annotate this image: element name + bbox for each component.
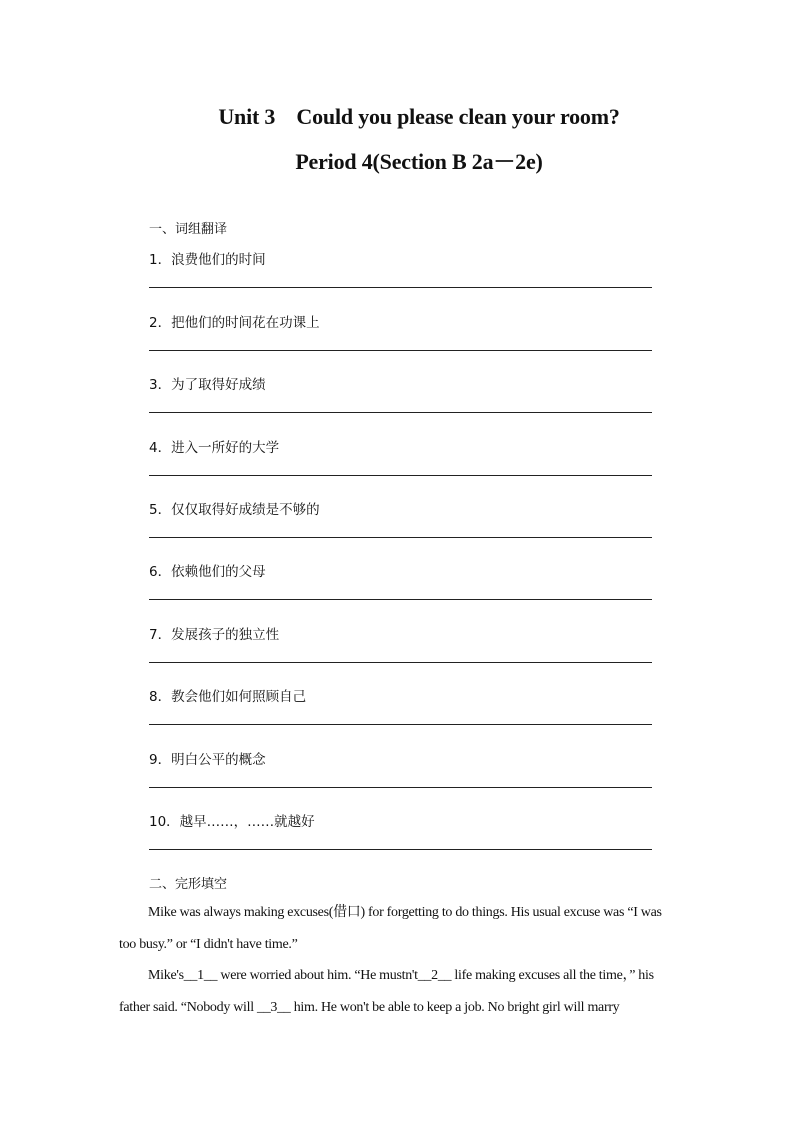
- translation-item-label: 3．为了取得好成绩: [149, 377, 266, 393]
- translation-item-label: 5．仅仅取得好成绩是不够的: [149, 502, 320, 518]
- cloze-paragraph-1: Mike was always making excuses(借口) for forgetting to do things. His usual excuse was “I was too busy.” or “I didn't have time.”: [119, 905, 662, 952]
- translation-item-label: 6．依赖他们的父母: [149, 564, 266, 580]
- translation-item: [149, 560, 652, 622]
- translation-item: [149, 311, 652, 373]
- translation-item-label: 9．明白公平的概念: [149, 752, 266, 768]
- translation-item: [149, 748, 652, 810]
- answer-line[interactable]: [149, 724, 652, 725]
- answer-line[interactable]: [149, 287, 652, 288]
- translation-item-label: 1．浪费他们的时间: [149, 252, 266, 268]
- translation-item: [149, 498, 652, 560]
- translation-item: [149, 436, 652, 498]
- translation-item: [149, 623, 652, 685]
- section-heading-cloze: 二、完形填空: [149, 877, 228, 892]
- answer-line[interactable]: [149, 849, 652, 850]
- translation-item: [149, 248, 652, 310]
- section-heading-translation: 一、词组翻译: [149, 222, 228, 237]
- translation-item: [149, 373, 652, 435]
- translation-item-label: 7．发展孩子的独立性: [149, 627, 280, 643]
- translation-item: [149, 685, 652, 747]
- translation-item-label: 4．进入一所好的大学: [149, 440, 280, 456]
- answer-line[interactable]: [149, 350, 652, 351]
- answer-line[interactable]: [149, 599, 652, 600]
- translation-item-label: 8．教会他们如何照顾自己: [149, 689, 307, 705]
- answer-line[interactable]: [149, 537, 652, 538]
- translation-item: [149, 810, 652, 872]
- cloze-paragraph-2: Mike's__1__ were worried about him. “He mustn't__2__ life making excuses all the time，” his father said. “Nobody will __3__ him. He won't be able to keep a job. No bright girl will marry: [119, 968, 654, 1015]
- page-title: Unit 3 Could you please clean your room?: [218, 104, 620, 129]
- answer-line[interactable]: [149, 412, 652, 413]
- page-subtitle: Period 4(Section B 2a－2e): [295, 149, 543, 174]
- translation-item-label: 2．把他们的时间花在功课上: [149, 315, 320, 331]
- answer-line[interactable]: [149, 787, 652, 788]
- answer-line[interactable]: [149, 662, 652, 663]
- translation-item-label: 10．越早……，……就越好: [149, 814, 315, 830]
- answer-line[interactable]: [149, 475, 652, 476]
